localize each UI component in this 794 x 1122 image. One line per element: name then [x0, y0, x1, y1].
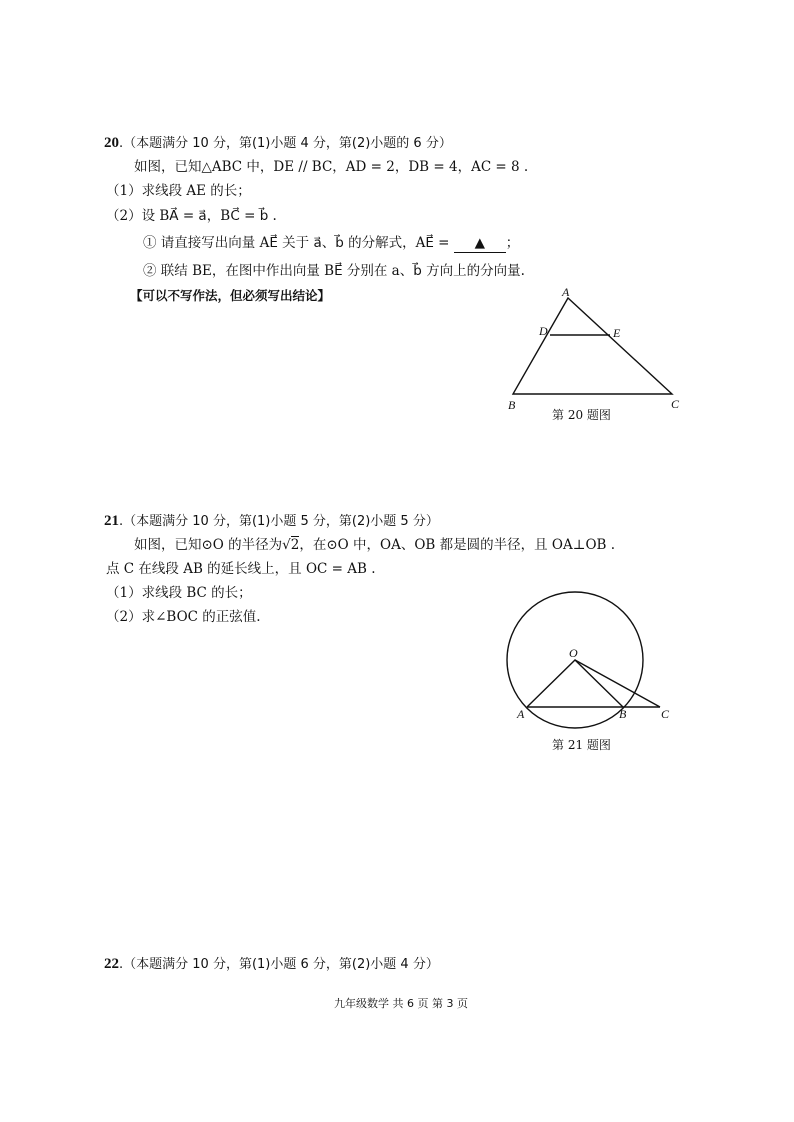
label-b: B: [619, 707, 627, 721]
q20-number: 20: [104, 135, 119, 151]
q21-header: [104, 510, 439, 530]
label-c: C: [671, 397, 680, 411]
q21-number: 21: [104, 513, 119, 529]
sqrt-sign: √: [282, 537, 291, 553]
label-a: A: [562, 285, 570, 299]
q20-part2-sub1: [143, 234, 519, 253]
q20-part2-sub1-end: ；: [505, 235, 520, 251]
q20-header-text: .（本题满分 10 分，第(1)小题 4 分，第(2)小题的 6 分）: [119, 136, 452, 151]
label-e: E: [613, 326, 621, 340]
label-c: C: [661, 707, 670, 721]
q20-intro: 如图，已知△ABC 中，DE // BC，AD = 2，DB = 4，AC = 8 .: [134, 159, 529, 175]
q20-part2-sub2: ② 联结 BE，在图中作出向量 BE⃗ 分别在 a、b⃗ 方向上的分向量.: [143, 263, 525, 279]
q21-line2: 点 C 在线段 AB 的延长线上，且 OC = AB .: [106, 561, 376, 577]
q21-figure: [495, 590, 685, 730]
q20-part1: （1）求线段 AE 的长；: [106, 183, 251, 199]
label-b: B: [508, 398, 516, 412]
q20-part2-sub1-text: ① 请直接写出向量 AE⃗ 关于 a⃗、b⃗ 的分解式，AE⃗ =: [143, 235, 450, 251]
q22-header: [104, 953, 439, 973]
q20-note: 【可以不写作法，但必须写出结论】: [130, 288, 331, 303]
q20-header: [104, 132, 452, 152]
triangle-abc: [513, 298, 672, 394]
q21-part2: （2）求∠BOC 的正弦值.: [106, 609, 261, 625]
q22-header-text: .（本题满分 10 分，第(1)小题 6 分，第(2)小题 4 分）: [119, 957, 439, 972]
label-d: D: [539, 324, 548, 338]
q21-intro: [134, 536, 615, 554]
q21-part1: （1）求线段 BC 的长；: [106, 585, 252, 601]
segment-oc: [575, 660, 660, 707]
q21-caption: 第 21 题图: [552, 738, 611, 752]
q21-header-text: .（本题满分 10 分，第(1)小题 5 分，第(2)小题 5 分）: [119, 514, 439, 529]
radii-oa-ob: [527, 660, 623, 707]
label-a: A: [517, 707, 525, 721]
answer-blank[interactable]: ▲: [454, 234, 506, 253]
q21-intro-post: ，在⊙O 中，OA、OB 都是圆的半径，且 OA⊥OB .: [299, 537, 616, 553]
q21-intro-pre: 如图，已知⊙O 的半径为: [134, 537, 283, 553]
q20-part2: （2）设 BA⃗ = a⃗，BC⃗ = b⃗ .: [106, 208, 277, 224]
q20-caption: 第 20 题图: [552, 408, 611, 422]
page-footer: 九年级数学 共 6 页 第 3 页: [334, 997, 468, 1010]
label-o: O: [569, 646, 578, 660]
sqrt-radicand: 2: [290, 537, 300, 553]
q22-number: 22: [104, 956, 119, 972]
